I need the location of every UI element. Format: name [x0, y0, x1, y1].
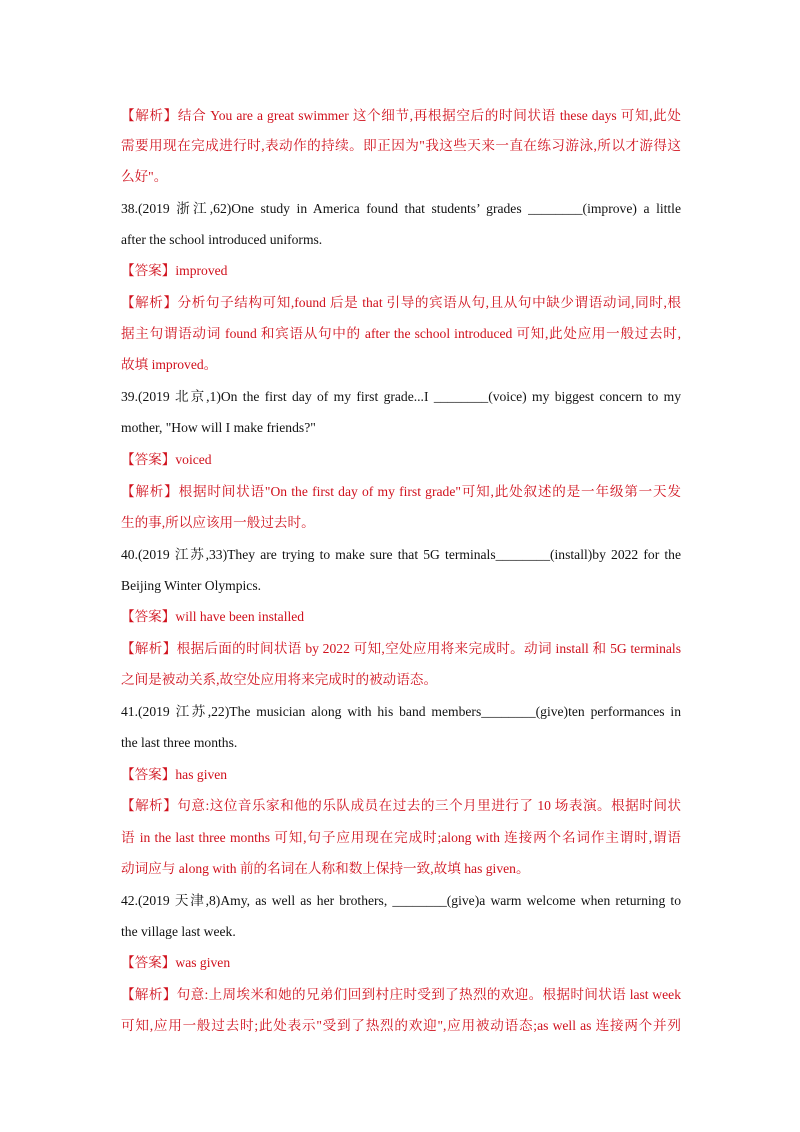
answer-line: 【答案】improved [121, 263, 228, 278]
answer-line: 【答案】has given [121, 767, 228, 782]
answer-line: 【解析】根据时间状语"On the first day of my first grade"可知,此处叙述的是一年级第一天发 [121, 484, 681, 499]
answer-line: 生的事,所以应该用一般过去时。 [121, 515, 315, 530]
question-line: 39.(2019 北京,1)On the first day of my first grade...I ________(voice) my biggest concern to my [121, 389, 681, 404]
question-line: the last three months. [121, 735, 238, 750]
question-line: 38.(2019 浙江,62)One study in America found that students’ grades ________(improve) a little [121, 201, 681, 216]
question-line: 41.(2019 江苏,22)The musician along with his band members________(give)ten performances in [121, 704, 681, 719]
answer-line: 【解析】分析句子结构可知,found 后是 that 引导的宾语从句,且从句中缺少谓语动词,同时,根 [121, 295, 681, 310]
answer-line: 可知,应用一般过去时;此处表示"受到了热烈的欢迎",应用被动语态;as well as 连接两个并列 [121, 1018, 681, 1033]
answer-line: 据主句谓语动词 found 和宾语从句中的 after the school introduced 可知,此处应用一般过去时, [121, 326, 681, 341]
answer-line: 【解析】句意:上周埃米和她的兄弟们回到村庄时受到了热烈的欢迎。根据时间状语 last week [121, 987, 681, 1002]
answer-line: 【答案】will have been installed [121, 609, 305, 624]
answer-line: 故填 improved。 [121, 357, 218, 372]
answer-line: 语 in the last three months 可知,句子应用现在完成时;along with 连接两个名词作主谓时,谓语 [121, 830, 681, 845]
question-line: the village last week. [121, 924, 236, 939]
question-line: 40.(2019 江苏,33)They are trying to make sure that 5G terminals________(install)by 2022 for the [121, 547, 681, 562]
answer-line: 【答案】voiced [121, 452, 212, 467]
question-line: 42.(2019 天津,8)Amy, as well as her brothers, ________(give)a warm welcome when returning to [121, 893, 681, 908]
answer-line: 需要用现在完成进行时,表动作的持续。即正因为"我这些天来一直在练习游泳,所以才游得这 [121, 138, 681, 153]
answer-line: 之间是被动关系,故空处应用将来完成时的被动语态。 [121, 672, 438, 687]
question-line: Beijing Winter Olympics. [121, 578, 262, 593]
question-line: after the school introduced uniforms. [121, 232, 323, 247]
answer-line: 【解析】结合 You are a great swimmer 这个细节,再根据空后的时间状语 these days 可知,此处 [121, 108, 681, 123]
answer-line: 【答案】was given [121, 955, 231, 970]
answer-line: 【解析】根据后面的时间状语 by 2022 可知,空处应用将来完成时。动词 install 和 5G terminals [121, 641, 681, 656]
answer-line: 【解析】句意:这位音乐家和他的乐队成员在过去的三个月里进行了 10 场表演。根据时间状 [121, 798, 681, 813]
question-line: mother, "How will I make friends?" [121, 420, 316, 435]
answer-line: 么好"。 [121, 169, 168, 184]
answer-line: 动词应与 along with 前的名词在人称和数上保持一致,故填 has given。 [121, 861, 530, 876]
